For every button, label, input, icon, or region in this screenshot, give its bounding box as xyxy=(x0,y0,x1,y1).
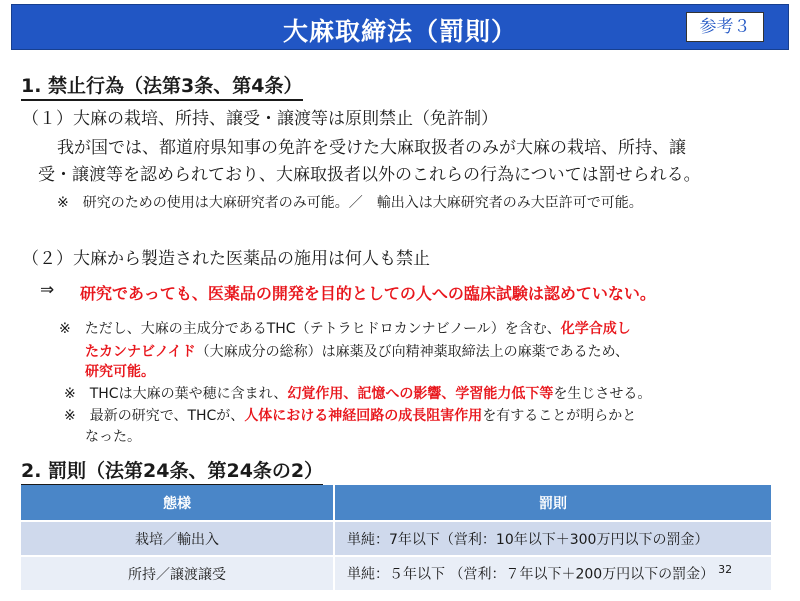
item1-body-line2: 受・譲渡等を認められており、大麻取扱者以外のこれらの行為については罰せられる。 xyxy=(38,165,701,185)
table-header-penalty: 罰則 xyxy=(334,485,771,521)
note1-text-b: 化学合成し xyxy=(560,321,631,337)
table-header-mode: 態様 xyxy=(21,485,334,521)
table-row xyxy=(21,556,771,590)
table-cell-penalty: 単純：7年以下（営利：10年以下＋300万円以下の罰金） xyxy=(334,521,771,556)
item1-heading: （１）大麻の栽培、所持、譲受・譲渡等は原則禁止（免許制） xyxy=(22,109,498,129)
item2-heading: （２）大麻から製造された医薬品の施用は何人も禁止 xyxy=(22,249,430,269)
note3-line1 xyxy=(64,405,636,425)
note2-text-a: ※ THCは大麻の葉や穂に含まれ、 xyxy=(64,386,288,402)
reference-badge: 参考３ xyxy=(686,12,764,42)
note2-text-c: を生じさせる。 xyxy=(553,386,652,402)
table-cell-penalty-text: 単純：５年以下 （営利：７年以下＋200万円以下の罰金） xyxy=(347,566,715,583)
clinical-trial-emphasis: 研究であっても、医薬品の開発を目的としての人への臨床試験は認めていない。 xyxy=(80,284,656,303)
note1-line1 xyxy=(59,318,631,338)
note1-line3: 研究可能。 xyxy=(85,364,155,380)
item1-note: ※ 研究のための使用は大麻研究者のみ可能。／ 輸出入は大麻研究者のみ大臣許可で可能。 xyxy=(57,195,643,211)
page-number: 32 xyxy=(718,563,733,577)
arrow-symbol: ⇒ xyxy=(40,280,55,300)
table-cell-mode: 栽培／輸出入 xyxy=(21,521,334,556)
note3-text-b: 人体における神経回路の成長阻害作用 xyxy=(244,408,483,424)
note1-text-a: ※ ただし、大麻の主成分であるTHC（テトラヒドロカンナビノール）を含む、 xyxy=(59,321,561,337)
page-title: 大麻取締法（罰則） xyxy=(282,17,517,46)
table-cell-penalty xyxy=(334,556,771,590)
note3-text-c: を有することが明らかと xyxy=(482,408,637,424)
note1-line2 xyxy=(85,341,629,361)
table-row xyxy=(21,521,771,556)
note3-text-a: ※ 最新の研究で、THCが、 xyxy=(64,408,245,424)
table-cell-mode: 所持／譲渡譲受 xyxy=(21,556,334,590)
note2-text-b: 幻覚作用、記憶への影響、学習能力低下等 xyxy=(287,386,554,402)
section2-heading: 2. 罰則（法第24条、第24条の2） xyxy=(21,456,323,486)
title-bar xyxy=(11,4,789,50)
note1-text-c: たカンナビノイド xyxy=(85,344,196,360)
penalty-table xyxy=(21,485,771,590)
note1-text-d: （大麻成分の総称）は麻薬及び向精神薬取締法上の麻薬であるため、 xyxy=(195,344,630,360)
section1-heading: 1. 禁止行為（法第3条、第4条） xyxy=(21,71,303,101)
item1-body-line1: 我が国では、都道府県知事の免許を受けた大麻取扱者のみが大麻の栽培、所持、譲 xyxy=(57,138,686,158)
note3-line2: なった。 xyxy=(85,429,141,445)
note2-line xyxy=(64,383,651,403)
